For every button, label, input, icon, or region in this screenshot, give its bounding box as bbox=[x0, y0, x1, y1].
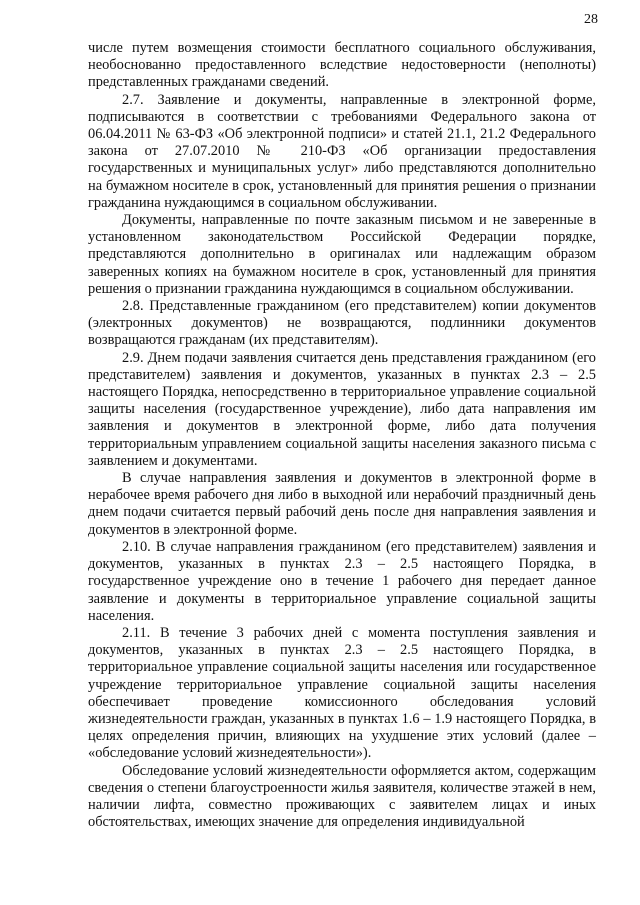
paragraph-continuation: числе путем возмещения стоимости бесплатного социального обслуживания, необоснованно предоставленного вследствие недостоверности (неполноты) представленных гражданами сведений. bbox=[88, 40, 596, 91]
paragraph-2-8: 2.8. Представленные гражданином (его представителем) копии документов (электронных документов) не возвращаются, подлинники документов возвращаются гражданам (их представителям). bbox=[88, 298, 596, 349]
paragraph-survey-act: Обследование условий жизнедеятельности оформляется актом, содержащим сведения о степени благоустроенности жилья заявителя, количестве этажей в нем, наличии лифта, совместно проживающих с заявителем лицах и иных обстоятельствах, имеющих значение для определения индивидуальной bbox=[88, 762, 596, 831]
paragraph-2-7: 2.7. Заявление и документы, направленные в электронной форме, подписываются в соответствии с требованиями Федерального закона от 06.04.2011 № 63-ФЗ «Об электронной подписи» и статей 21.1, 21.2 Федерального закона от 27.07.2010 № 210-ФЗ «Об организации предоставления государственных и муниципальных услуг» либо представляются дополнительно на бумажном носителе в срок, установленный для принятия решения о признании гражданина нуждающимся в социальном обслуживании. bbox=[88, 91, 596, 211]
paragraph-2-9: 2.9. Днем подачи заявления считается день представления гражданином (его представителем) заявления и документов, указанных в пунктах 2.3 – 2.5 настоящего Порядка, непосредственно в территориальное управление социальной защиты населения (государственное учреждение), либо дата направления им заявления и документов в электронной форме, либо дата получения территориальным управлением социальной защиты населения заказного письма с заявлением и документами. bbox=[88, 349, 596, 469]
document-body bbox=[88, 40, 596, 831]
page-number: 28 bbox=[584, 12, 598, 27]
paragraph-electronic-submission: В случае направления заявления и документов в электронной форме в нерабочее время рабочего дня либо в выходной или нерабочий праздничный день днем подачи считается первый рабочий день после дня направления заявления и документов в электронной форме. bbox=[88, 470, 596, 538]
paragraph-2-10: 2.10. В случае направления гражданином (его представителем) заявления и документов, указанных в пунктах 2.3 – 2.5 настоящего Порядка, в государственное учреждение оно в течение 1 рабочего дня передает данное заявление и документы в территориальное управление социальной защиты населения. bbox=[88, 538, 596, 624]
paragraph-documents-by-mail: Документы, направленные по почте заказным письмом и не заверенные в установленном законодательством Российской Федерации порядке, представляются дополнительно в оригиналах или надлежащим образом заверенных копиях на бумажном носителе в срок, установленный для принятия решения о признании гражданина нуждающимся в социальном обслуживании. bbox=[88, 212, 596, 297]
paragraph-2-11: 2.11. В течение 3 рабочих дней с момента поступления заявления и документов, указанных в пунктах 2.3 – 2.5 настоящего Порядка, в территориальное управление социальной защиты населения или государственное учреждение территориальное управление социальной защиты населения обеспечивает проведение комиссионного обследования условий жизнедеятельности граждан, указанных в пунктах 1.6 – 1.9 настоящего Порядка, в целях определения причин, влияющих на ухудшение этих условий (далее – «обследование условий жизнедеятельности»). bbox=[88, 624, 596, 762]
